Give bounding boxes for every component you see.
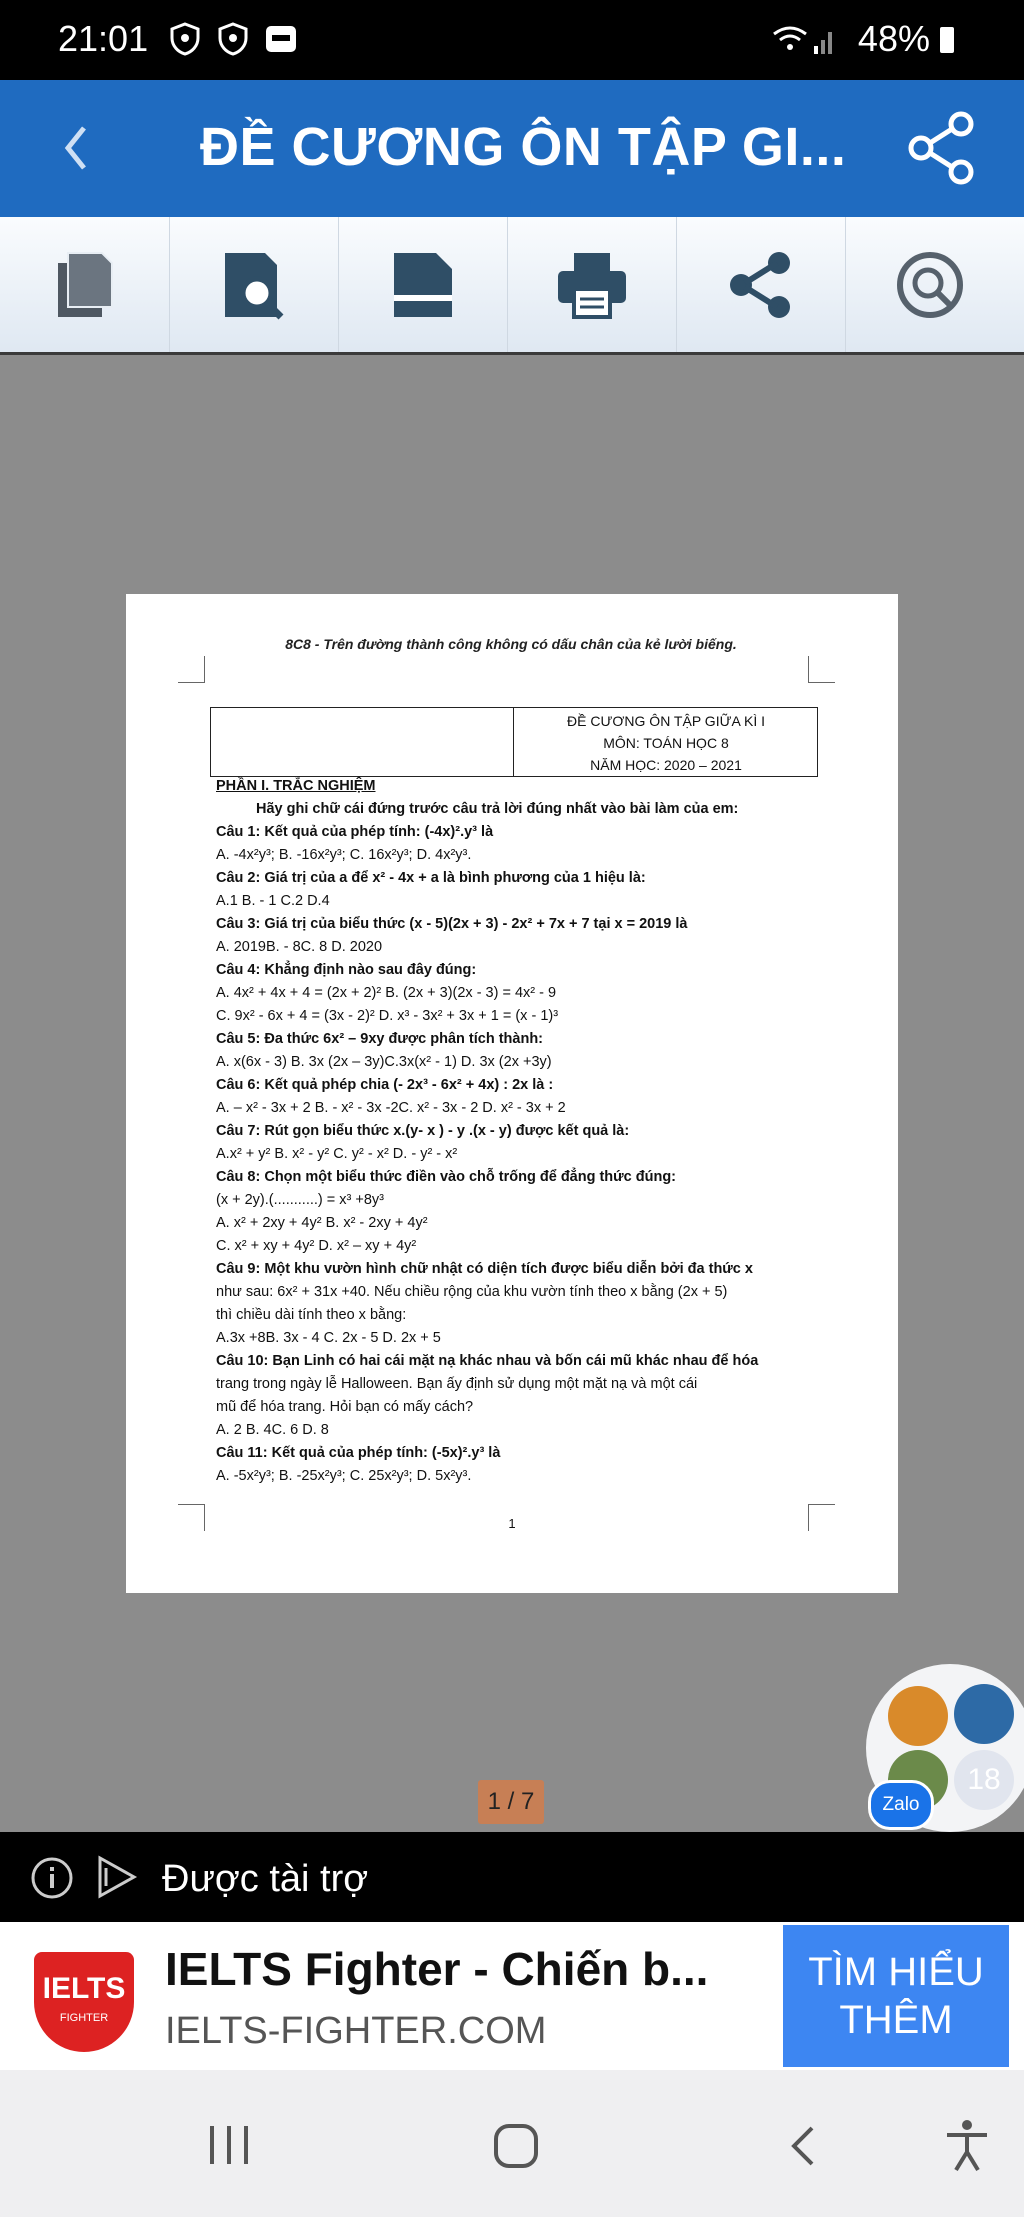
- print-button[interactable]: [507, 217, 677, 352]
- document-line: như sau: 6x² + 31x +40. Nếu chiều rộng của khu vườn tính theo x bằng (2x + 5): [216, 1284, 728, 1300]
- document-header-info: [515, 710, 817, 776]
- print-icon: [554, 249, 630, 321]
- wifi-signal-icon: [770, 22, 840, 56]
- document-body: [216, 775, 836, 1488]
- document-line: Câu 2: Giá trị của a để x² - 4x + a là bình phương của 1 hiệu là:: [216, 870, 646, 886]
- document-line: Câu 3: Giá trị của biểu thức (x - 5)(2x + 3) - 2x² + 7x + 7 tại x = 2019 là: [216, 916, 688, 932]
- document-line: Câu 7: Rút gọn biểu thức x.(y- x ) - y .(x - y) được kết quả là:: [216, 1123, 630, 1139]
- chat-bubble[interactable]: [866, 1664, 1024, 1832]
- battery-icon: [940, 27, 954, 53]
- battery-percent: 48%: [857, 18, 930, 59]
- question-list: [216, 821, 836, 1488]
- status-bar: [0, 0, 1024, 80]
- document-line: Câu 8: Chọn một biểu thức điền vào chỗ trống để đẳng thức đúng:: [216, 1169, 677, 1185]
- ad-headline[interactable]: IELTS Fighter - Chiến b...: [165, 1943, 709, 1995]
- ad-logo-text: IELTS: [42, 1972, 126, 2005]
- document-line: mũ để hóa trang. Hỏi bạn có mấy cách?: [216, 1399, 474, 1415]
- copy-icon: [50, 249, 120, 321]
- document-line: A. -5x²y³; B. -25x²y³; C. 25x²y³; D. 5x²y³.: [216, 1468, 472, 1484]
- avatar: [954, 1684, 1014, 1744]
- copy-button[interactable]: [0, 217, 170, 352]
- recent-apps-icon[interactable]: [206, 2122, 252, 2168]
- section-heading: PHẦN I. TRẮC NGHIỆM: [216, 778, 376, 794]
- document-line: C. 9x² - 6x + 4 = (3x - 2)² D. x³ - 3x² + 3x + 1 = (x - 1)³: [216, 1008, 559, 1024]
- ad-logo-subtext: FIGHTER: [59, 2012, 109, 2024]
- info-icon[interactable]: [30, 1856, 74, 1900]
- ad-domain: IELTS-FIGHTER.COM: [165, 2010, 547, 2052]
- header-line-title: ĐỀ CƯƠNG ÔN TẬP GIỮA KÌ I: [567, 713, 765, 729]
- shield-icon: [168, 22, 202, 56]
- find-in-document-button[interactable]: [169, 217, 339, 352]
- document-header-table: [210, 707, 818, 777]
- ad-banner[interactable]: [0, 1922, 1024, 2070]
- adchoices-icon[interactable]: [94, 1854, 140, 1900]
- document-line: A.3x +8B. 3x - 4 C. 2x - 5 D. 2x + 5: [216, 1330, 441, 1346]
- shield-icon: [216, 22, 250, 56]
- back-nav-icon[interactable]: [786, 2122, 820, 2170]
- document-line: trang trong ngày lễ Halloween. Bạn ấy định sử dụng một mặt nạ và một cái: [216, 1376, 698, 1392]
- page-indicator: 1 / 7: [478, 1780, 544, 1824]
- ad-logo: [34, 1952, 134, 2052]
- search-web-button[interactable]: [845, 217, 1014, 352]
- document-toolbar: [0, 217, 1024, 355]
- document-line: (x + 2y).(...........) = x³ +8y³: [216, 1192, 384, 1208]
- document-motto: 8C8 - Trên đường thành công không có dấu chân của kẻ lười biếng.: [285, 636, 737, 652]
- status-time: 21:01: [58, 18, 149, 59]
- document-line: Câu 11: Kết quả của phép tính: (-5x)².y³ là: [216, 1445, 501, 1461]
- document-line: A. 2 B. 4C. 6 D. 8: [216, 1422, 329, 1438]
- document-line: Câu 4: Khẳng định nào sau đây đúng:: [216, 962, 477, 978]
- document-line: Câu 10: Bạn Linh có hai cái mặt nạ khác nhau và bốn cái mũ khác nhau để hóa: [216, 1353, 759, 1369]
- document-line: A.1 B. - 1 C.2 D.4: [216, 893, 330, 909]
- share-icon: [725, 249, 797, 321]
- document-line: A. x² + 2xy + 4y² B. x² - 2xy + 4y²: [216, 1215, 428, 1231]
- avatar: [888, 1686, 948, 1746]
- find-in-document-icon: [219, 249, 289, 321]
- document-line: Câu 1: Kết quả của phép tính: (-4x)².y³ là: [216, 824, 494, 840]
- document-line: thì chiều dài tính theo x bằng:: [216, 1307, 407, 1323]
- header-line-subject: MÔN: TOÁN HỌC 8: [603, 735, 729, 751]
- crop-mark: [808, 656, 835, 683]
- document-line: Câu 6: Kết quả phép chia (- 2x³ - 6x² + 4x) : 2x là :: [216, 1077, 554, 1093]
- document-line: A. x(6x - 3) B. 3x (2x – 3y)C.3x(x² - 1) D. 3x (2x +3y): [216, 1054, 552, 1070]
- ad-cta-label: TÌM HIỂU THÊM: [808, 1950, 984, 2042]
- document-line: A. 4x² + 4x + 4 = (2x + 2)² B. (2x + 3)(2x - 3) = 4x² - 9: [216, 985, 557, 1001]
- document-line: C. x² + xy + 4y² D. x² – xy + 4y²: [216, 1238, 417, 1254]
- document-view-button[interactable]: [338, 217, 508, 352]
- document-page-number: 1: [508, 1516, 516, 1531]
- home-icon[interactable]: [492, 2122, 540, 2170]
- crop-mark: [178, 656, 205, 683]
- unread-count-badge: 18: [954, 1750, 1014, 1810]
- search-web-icon: [894, 249, 966, 321]
- header-line-year: NĂM HỌC: 2020 – 2021: [590, 757, 742, 773]
- system-navigation-bar: [0, 2070, 1024, 2217]
- document-line: A.x² + y² B. x² - y² C. y² - x² D. - y² - x²: [216, 1146, 458, 1162]
- document-line: Câu 9: Một khu vườn hình chữ nhật có diện tích được biểu diễn bởi đa thức x: [216, 1261, 753, 1277]
- battery-level: [858, 18, 954, 60]
- document-line: A. 2019B. - 8C. 8 D. 2020: [216, 939, 383, 955]
- document-icon: [388, 249, 458, 321]
- share-document-button[interactable]: [676, 217, 846, 352]
- ad-cta-button[interactable]: [783, 1925, 1009, 2067]
- document-title: ĐỀ CƯƠNG ÔN TẬP GI...: [200, 117, 847, 177]
- accessibility-icon[interactable]: [942, 2118, 992, 2174]
- sponsored-label: Được tài trợ: [162, 1858, 369, 1900]
- zalo-notification-icon: [264, 22, 298, 56]
- document-page[interactable]: [126, 594, 898, 1593]
- table-divider: [513, 708, 514, 776]
- document-line: A. – x² - 3x + 2 B. - x² - 3x -2C. x² - 3x - 2 D. x² - 3x + 2: [216, 1100, 566, 1116]
- zalo-badge: Zalo: [868, 1780, 934, 1830]
- instruction-text: Hãy ghi chữ cái đứng trước câu trả lời đúng nhất vào bài làm của em:: [256, 801, 739, 817]
- app-header: [0, 80, 1024, 217]
- document-line: Câu 5: Đa thức 6x² – 9xy được phân tích thành:: [216, 1031, 544, 1047]
- share-icon[interactable]: [905, 110, 981, 186]
- document-line: A. -4x²y³; B. -16x²y³; C. 16x²y³; D. 4x²y³.: [216, 847, 472, 863]
- back-icon[interactable]: [56, 118, 96, 178]
- sponsored-bar: [0, 1832, 1024, 1922]
